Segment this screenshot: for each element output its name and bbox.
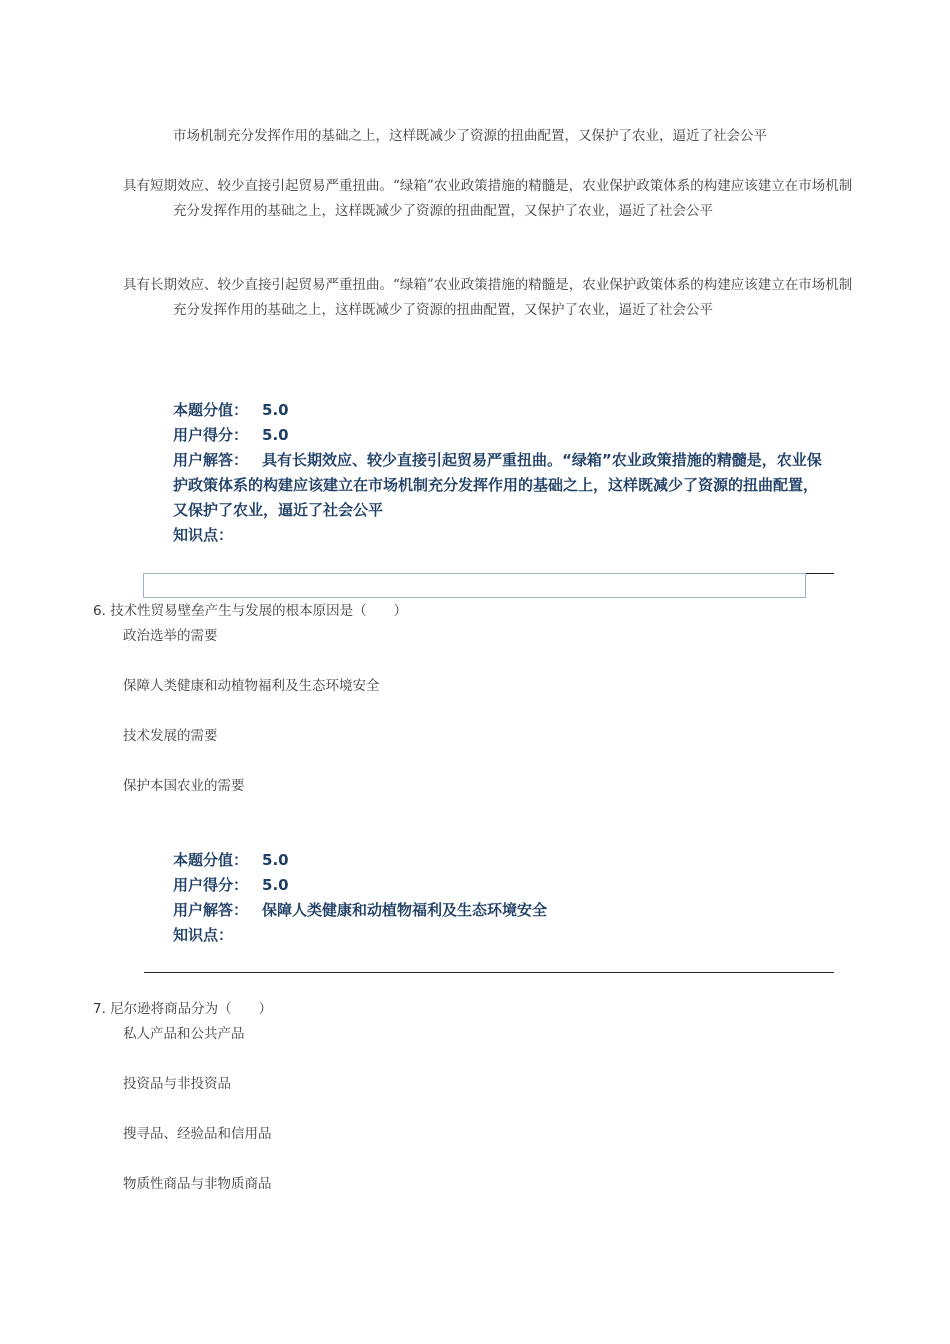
divider [144,972,834,973]
score-row [173,398,823,423]
score-label: 本题分值： [173,851,249,869]
user-answer-label: 用户解答： [173,901,249,919]
question-number: 6. [93,603,106,619]
q6-result [173,848,823,948]
user-score-row [173,873,823,898]
q7-option-b[interactable]: 投资品与非投资品 [123,1076,231,1092]
question-number: 7. [93,1001,106,1017]
user-score-row [173,423,823,448]
q6-option-d[interactable]: 保护本国农业的需要 [123,778,245,794]
selection-box [143,573,806,598]
q7-option-a[interactable]: 私人产品和公共产品 [123,1026,245,1042]
user-answer-row [173,448,823,523]
user-answer-label: 用户解答： [173,451,249,469]
score-value: 5.0 [262,851,289,869]
q6-option-c[interactable]: 技术发展的需要 [123,728,218,744]
user-score-value: 5.0 [262,426,289,444]
knowledge-row [173,523,823,548]
user-score-label: 用户得分： [173,426,249,444]
user-answer-row [173,898,823,923]
question-7-title [93,998,272,1020]
option-continuation-text: 市场机制充分发挥作用的基础之上，这样既减少了资源的扭曲配置，又保护了农业，逼近了社会公平 [173,128,767,144]
q5-result [173,398,823,548]
user-answer-value: 保障人类健康和动植物福利及生态环境安全 [262,901,548,919]
knowledge-label: 知识点： [173,926,234,944]
option-c[interactable]: 具有短期效应、较少直接引起贸易严重扭曲。“绿箱”农业政策措施的精髓是，农业保护政策体系的构建应该建立在市场机制充分发挥作用的基础之上，这样既减少了资源的扭曲配置，又保护了农业，逼近了社会公平 [123,178,853,219]
knowledge-row [173,923,823,948]
q6-option-b[interactable]: 保障人类健康和动植物福利及生态环境安全 [123,678,380,694]
question-text: 尼尔逊将商品分为（ ） [110,1001,273,1017]
knowledge-label: 知识点： [173,526,234,544]
question-6-title [93,600,407,622]
user-answer-value: 具有长期效应、较少直接引起贸易严重扭曲。“绿箱”农业政策措施的精髓是，农业保护政策体系的构建应该建立在市场机制充分发挥作用的基础之上，这样既减少了资源的扭曲配置，又保护了农业，逼近了社会公平 [173,451,822,519]
q6-option-a[interactable]: 政治选举的需要 [123,628,218,644]
option-d[interactable]: 具有长期效应、较少直接引起贸易严重扭曲。“绿箱”农业政策措施的精髓是，农业保护政策体系的构建应该建立在市场机制充分发挥作用的基础之上，这样既减少了资源的扭曲配置，又保护了农业，逼近了社会公平 [123,277,853,318]
question-text: 技术性贸易壁垒产生与发展的根本原因是（ ） [110,603,408,619]
user-score-label: 用户得分： [173,876,249,894]
score-row [173,848,823,873]
q7-option-c[interactable]: 搜寻品、经验品和信用品 [123,1126,272,1142]
q7-option-d[interactable]: 物质性商品与非物质商品 [123,1176,272,1192]
score-value: 5.0 [262,401,289,419]
user-score-value: 5.0 [262,876,289,894]
score-label: 本题分值： [173,401,249,419]
